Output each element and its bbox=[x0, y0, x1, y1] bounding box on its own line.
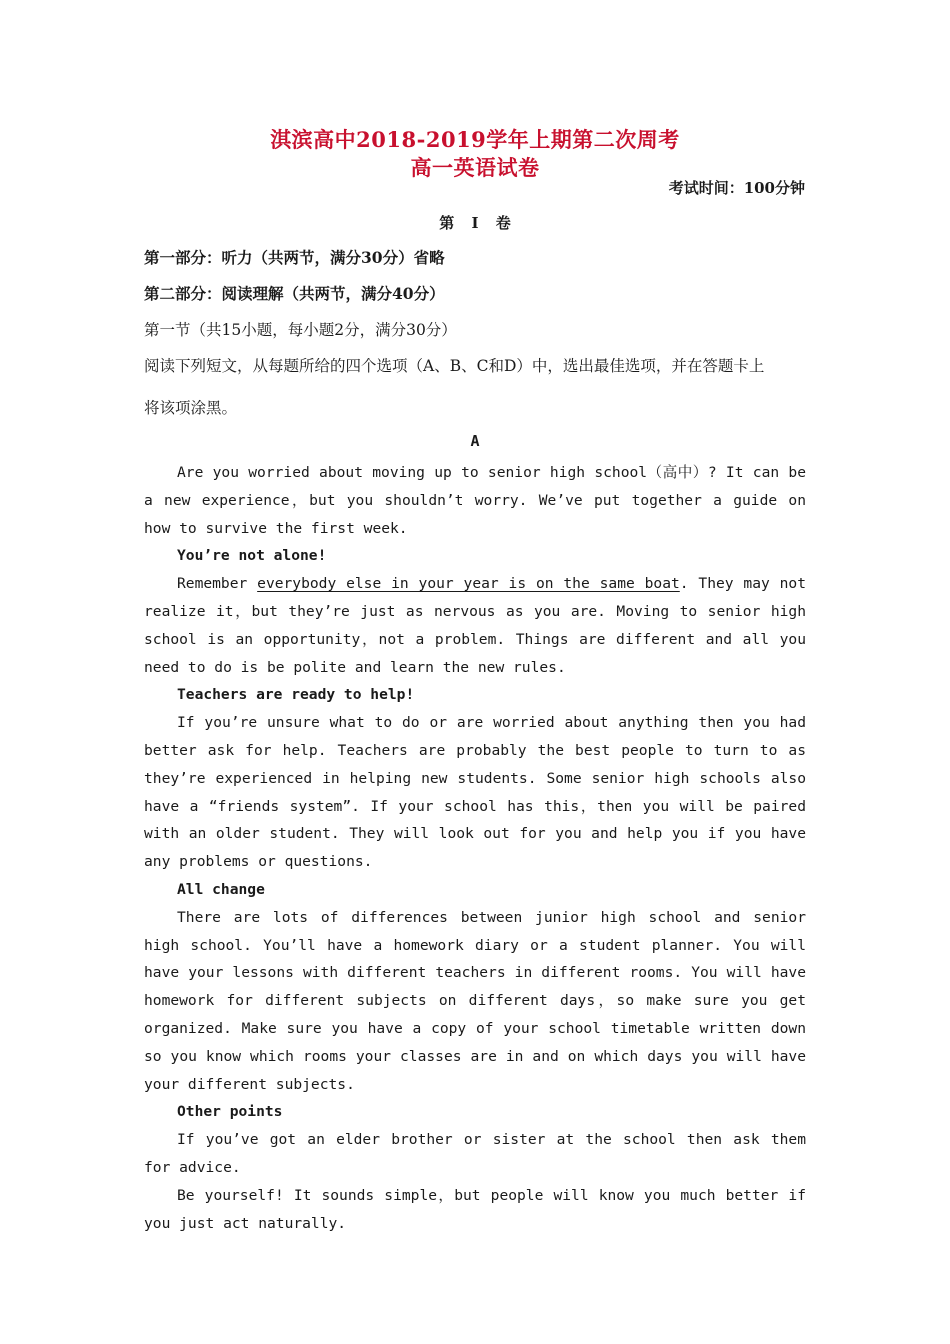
part2-heading: 第二部分：阅读理解（共两节，满分40分） bbox=[144, 284, 445, 303]
paragraph-elder-sibling: If you’ve got an elder brother or sister at the school then ask them for advice. bbox=[144, 1131, 806, 1176]
p1-post: . They may not realize it，but they’re just as nervous as you are. Moving to senior high school is an opportunity，not a problem. Things are different and all you need to do is be polite and learn the new rules. bbox=[144, 575, 807, 676]
instruction-line2: 将该项涂黑。 bbox=[144, 399, 238, 417]
exam-title: 淇滨高中2018-2019学年上期第二次周考 bbox=[270, 127, 680, 152]
volume-label: 第 I 卷 bbox=[439, 214, 511, 232]
subheading-not-alone: You’re not alone! bbox=[177, 547, 327, 565]
paragraph-teachers: If you’re unsure what to do or are worried about anything then you had better ask for help. Teachers are probably the best people to turn to as they’re experienced in helping new students. Some senior high schools also have a “friends system”. If your school has this，then you will be paired with an older student. They will look out for you and help you if you have any problems or questions. bbox=[144, 714, 806, 871]
instruction-line1: 阅读下列短文，从每题所给的四个选项（A、B、C和D）中，选出最佳选项，并在答题卡上 bbox=[144, 357, 765, 375]
subheading-other-points: Other points bbox=[177, 1103, 283, 1121]
paragraph-not-alone bbox=[144, 570, 806, 681]
p1-pre: Remember bbox=[177, 575, 258, 593]
part1-heading: 第一部分：听力（共两节，满分30分）省略 bbox=[144, 248, 445, 267]
paragraph-be-yourself: Be yourself! It sounds simple，but people will know you much better if you just act naturally. bbox=[144, 1186, 806, 1232]
passage-letter: A bbox=[470, 432, 480, 450]
section1-heading: 第一节（共15小题，每小题2分，满分30分） bbox=[144, 321, 457, 339]
exam-subtitle: 高一英语试卷 bbox=[410, 155, 540, 180]
paragraph-all-change: There are lots of differences between junior high school and senior high school. You’ll have a homework diary or a student planner. You will have your lessons with different teachers in different rooms. You will have homework for different subjects on different days，so make sure you get organized. Make sure you have a copy of your school timetable written down so you know which rooms your classes are in and on which days you will have your different subjects. bbox=[144, 908, 806, 1093]
subheading-teachers: Teachers are ready to help! bbox=[177, 686, 415, 704]
exam-time: 考试时间：100分钟 bbox=[668, 179, 805, 197]
passage-body bbox=[144, 459, 806, 1237]
subheading-all-change: All change bbox=[177, 880, 265, 898]
underlined-phrase: everybody else in your year is on the same boat bbox=[257, 575, 680, 593]
passage-intro: Are you worried about moving up to senior high school（高中）? It can be a new experience，but you shouldn’t worry. We’ve put together a guide on how to survive the first week. bbox=[144, 464, 806, 537]
